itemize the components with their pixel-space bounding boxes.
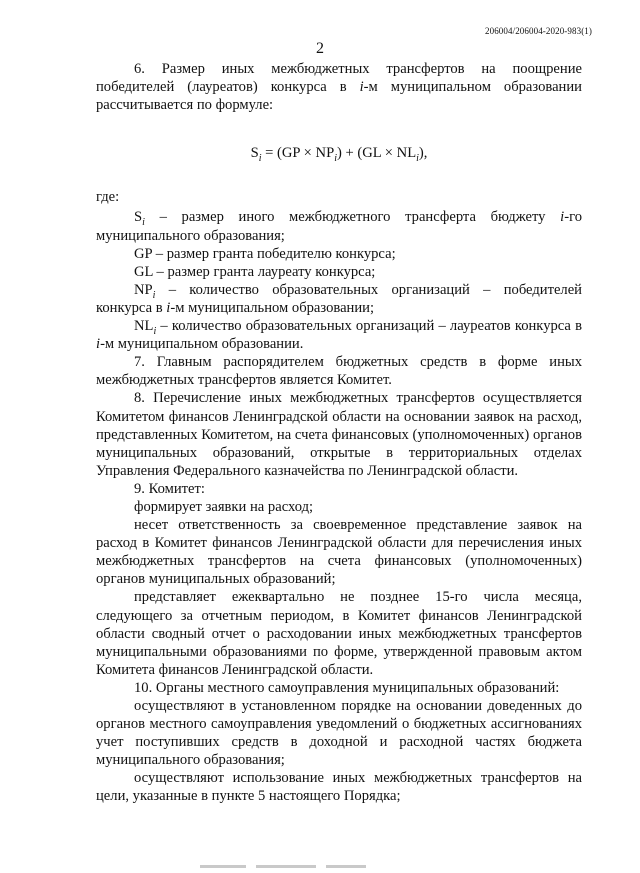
where-label: где: <box>96 189 120 206</box>
page-number: 2 <box>316 40 324 57</box>
paragraph-9: 9. Комитет: <box>134 480 205 497</box>
paragraph-6-text: Размер иных межбюджетных трансфертов на поощрение победителей (лауреатов) конкурса в <box>96 61 582 96</box>
def-s-index: i <box>560 209 565 226</box>
document-code: 206004/206004-2020-983(1) <box>485 26 592 36</box>
def-np-text-a: – количество образовательных организаций – победителей конкурса в <box>96 281 582 316</box>
paragraph-10-item-1: осуществляют в установленном порядке на основании доведенных до органов местного самоуправления уведомлений о бюджетных ассигнованиях учет поступивших средств в доходной и расходной частях бюджета муниципального образования; <box>96 698 582 769</box>
paragraph-10: 10. Органы местного самоуправления муниципальных образований: <box>134 679 560 696</box>
def-nl-sub: i <box>153 325 157 337</box>
scan-mark <box>326 865 366 868</box>
scan-mark <box>256 865 316 868</box>
paragraph-10-item-2: осуществляют использование иных межбюджетных трансфертов на цели, указанные в пункте 5 настоящего Порядка; <box>96 770 582 805</box>
paragraph-6 <box>96 60 582 114</box>
def-nl-symbol: NL <box>134 318 154 335</box>
def-np-sub: i <box>152 289 156 301</box>
def-np-symbol: NP <box>134 281 153 298</box>
def-s-sub: i <box>142 217 145 229</box>
index-i: i <box>359 79 364 96</box>
formula-sub-i: i <box>334 153 337 165</box>
paragraph-7: 7. Главным распорядителем бюджетных средств в форме иных межбюджетных трансфертов является Комитет. <box>96 354 582 389</box>
def-nl-text-b: -м муниципальном образовании. <box>100 336 304 353</box>
paragraph-6-tail: -м муниципальном образовании рассчитывается по формуле: <box>96 79 582 114</box>
def-nl-index: i <box>96 336 101 353</box>
def-s-text-b: -го муниципального образования; <box>96 209 582 244</box>
formula <box>96 144 582 165</box>
formula-part-3: ), <box>418 145 428 162</box>
paragraph-9-item-3: представляет ежеквартально не позднее 15-го числа месяца, следующего за отчетным периодом, в Комитет финансов Ленинградской области сводный отчет о расходовании иных межбюджетных трансфертов муниципальными образованиями по форме, утвержденной правовым актом Комитета финансов Ленинградской области. <box>96 589 582 678</box>
formula-sub-i: i <box>416 153 419 165</box>
def-s-symbol: S <box>134 209 143 226</box>
paragraph-9-item-1: формирует заявки на расход; <box>134 498 314 515</box>
formula-part-1: = (GP × NP <box>261 145 335 162</box>
def-np-index: i <box>166 299 171 316</box>
definition-gp: GP – размер гранта победителю конкурса; <box>134 245 396 262</box>
paragraph-9-item-2: несет ответственность за своевременное представление заявок на расход в Комитет финансов Ленинградской области для перечисления иных межбюджетных трансфертов на счета финансовых (уполномоченных) органов муниципальных образований; <box>96 517 582 588</box>
scan-edge-artifact <box>200 862 380 870</box>
definition-gl: GL – размер гранта лауреату конкурса; <box>134 263 376 280</box>
formula-sub-i: i <box>258 153 262 165</box>
definition-s <box>96 208 582 244</box>
formula-part-2: ) + (GL × NL <box>336 145 417 162</box>
def-s-text-a: – размер иного межбюджетного трансферта бюджету <box>144 209 561 226</box>
definition-nl <box>96 317 582 353</box>
def-nl-text-a: – количество образовательных организаций – лауреатов конкурса в <box>156 318 582 335</box>
scan-mark <box>200 865 246 868</box>
paragraph-6-number: 6. <box>134 61 145 77</box>
paragraph-8: 8. Перечисление иных межбюджетных трансфертов осуществляется Комитетом финансов Ленинградской области на основании заявок на расход, представленных Комитетом, на счета финансовых (уполномоченных) органов муниципальных образований, открытые в территориальных отделах Управления Федерального казначейства по Ленинградской области. <box>96 390 582 479</box>
definition-np <box>96 281 582 317</box>
formula-s: S <box>250 145 259 162</box>
document-body <box>96 60 582 806</box>
def-np-text-b: -м муниципальном образовании; <box>170 299 375 316</box>
